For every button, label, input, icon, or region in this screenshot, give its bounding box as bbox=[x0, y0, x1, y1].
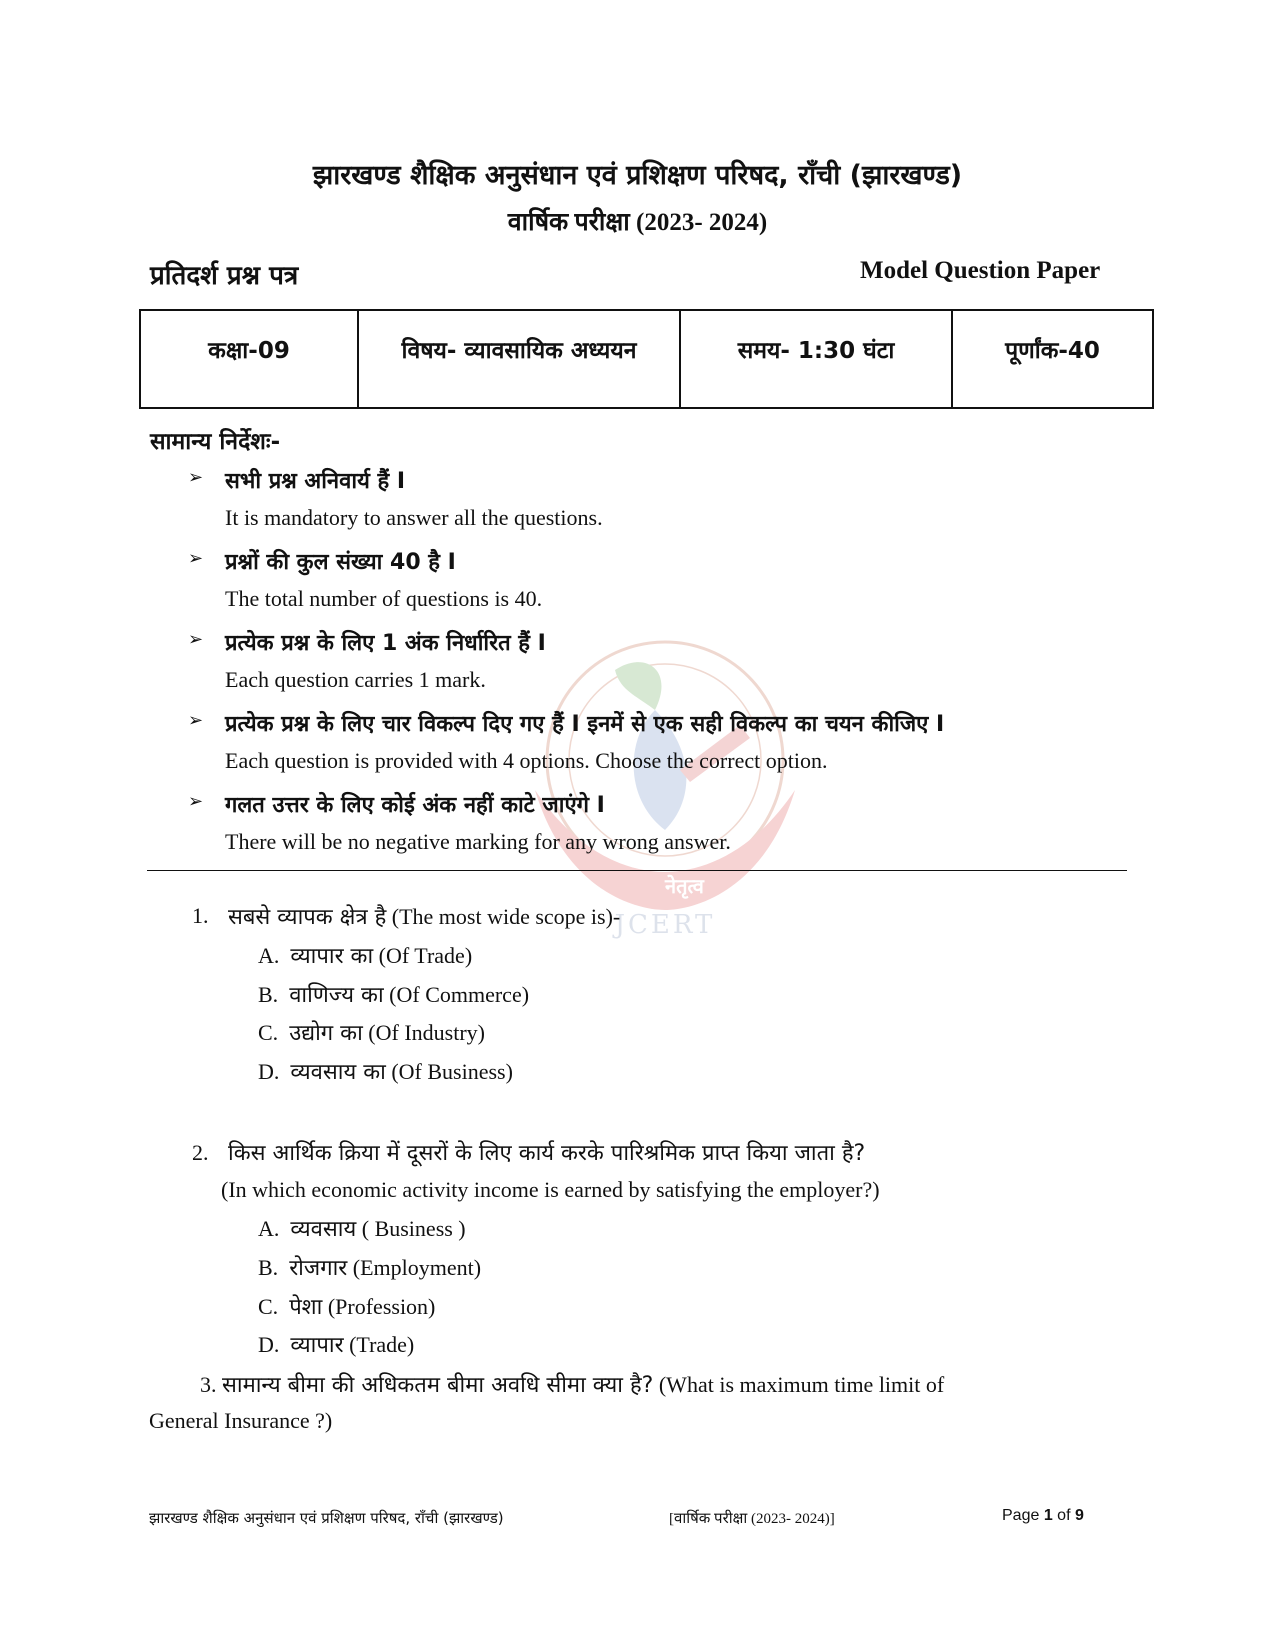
option-label: B. bbox=[258, 1255, 279, 1280]
class-cell: कक्षा-09 bbox=[140, 310, 358, 408]
question-english: (In which economic activity income is earned by satisfying the employer?) bbox=[221, 1177, 880, 1202]
bullet-arrow-icon: ➢ bbox=[188, 467, 204, 488]
instruction-english: It is mandatory to answer all the questions. bbox=[225, 505, 603, 530]
question-number: 1. bbox=[192, 903, 209, 928]
time-cell: समय- 1:30 घंटा bbox=[680, 310, 952, 408]
question-number: 3. bbox=[200, 1372, 217, 1397]
option-english: (Of Commerce) bbox=[383, 982, 530, 1007]
option-label: C. bbox=[258, 1020, 279, 1045]
bullet-arrow-icon: ➢ bbox=[188, 710, 204, 731]
option-english: (Of Industry) bbox=[362, 1020, 485, 1045]
question-english-continued: General Insurance ?) bbox=[149, 1408, 333, 1433]
page-total: 9 bbox=[1074, 1507, 1084, 1524]
question-hindi: सामान्य बीमा की अधिकतम बीमा अवधि सीमा क्या है? bbox=[222, 1373, 654, 1398]
instruction-hindi: गलत उत्तर के लिए कोई अंक नहीं काटे जाएंगे I bbox=[225, 793, 605, 818]
footer-exam: [वार्षिक परीक्षा (2023- 2024)] bbox=[669, 1511, 835, 1527]
question-text bbox=[228, 901, 620, 931]
board-title: झारखण्ड शैक्षिक अनुसंधान एवं प्रशिक्षण परिषद, राँची (झारखण्ड) bbox=[312, 160, 963, 191]
option-hindi: रोजगार bbox=[289, 1256, 348, 1281]
jcert-watermark bbox=[505, 610, 825, 940]
paper-label-english: Model Question Paper bbox=[860, 257, 1101, 284]
option-english: (Profession) bbox=[322, 1294, 436, 1319]
option-label: A. bbox=[258, 1216, 280, 1241]
option-row bbox=[258, 979, 529, 1009]
page-of: of bbox=[1052, 1507, 1075, 1524]
question-hindi: किस आर्थिक क्रिया में दूसरों के लिए कार्य करके पारिश्रमिक प्राप्त किया जाता है? bbox=[228, 1141, 866, 1166]
watermark-tag: नेतृत्व bbox=[665, 874, 704, 898]
option-row bbox=[258, 1252, 481, 1282]
instruction-hindi: सभी प्रश्न अनिवार्य हैं I bbox=[225, 469, 406, 494]
bullet-arrow-icon: ➢ bbox=[188, 548, 204, 569]
option-label: D. bbox=[258, 1059, 280, 1084]
option-hindi: वाणिज्य का bbox=[289, 983, 384, 1008]
option-hindi: व्यापार bbox=[290, 1333, 344, 1358]
footer-board-name: झारखण्ड शैक्षिक अनुसंधान एवं प्रशिक्षण परिषद, राँची (झारखण्ड) bbox=[149, 1509, 504, 1527]
instruction-hindi: प्रत्येक प्रश्न के लिए चार विकल्प दिए गए हैं I इनमें से एक सही विकल्प का चयन कीजिए I bbox=[225, 712, 945, 737]
option-english: ( Business ) bbox=[356, 1216, 466, 1241]
option-hindi: व्यवसाय bbox=[290, 1217, 357, 1242]
instruction-english: Each question carries 1 mark. bbox=[225, 667, 486, 692]
instructions-heading: सामान्य निर्देशः- bbox=[150, 429, 281, 455]
option-label: A. bbox=[258, 943, 280, 968]
option-hindi: व्यवसाय का bbox=[290, 1060, 386, 1085]
bullet-arrow-icon: ➢ bbox=[188, 629, 204, 650]
subject-cell: विषय- व्यावसायिक अध्ययन bbox=[358, 310, 680, 408]
instruction-english: The total number of questions is 40. bbox=[225, 586, 543, 611]
question-text bbox=[200, 1369, 944, 1399]
section-divider bbox=[147, 870, 1127, 871]
option-english: (Of Trade) bbox=[373, 943, 473, 968]
option-row bbox=[258, 1017, 485, 1047]
instruction-hindi: प्रत्येक प्रश्न के लिए 1 अंक निर्धारित हैं I bbox=[225, 631, 546, 656]
page-indicator bbox=[1002, 1507, 1084, 1525]
option-hindi: पेशा bbox=[289, 1295, 323, 1320]
option-english: (Of Business) bbox=[385, 1059, 513, 1084]
exam-info-table bbox=[139, 309, 1154, 409]
option-row bbox=[258, 1056, 513, 1086]
option-row bbox=[258, 1213, 466, 1243]
instruction-english: Each question is provided with 4 options. Choose the correct option. bbox=[225, 748, 828, 773]
option-label: B. bbox=[258, 982, 279, 1007]
page-current: 1 bbox=[1043, 1507, 1053, 1524]
question-english: (What is maximum time limit of bbox=[653, 1372, 945, 1397]
marks-cell: पूर्णांक-40 bbox=[952, 310, 1153, 408]
question-english: (The most wide scope is)- bbox=[386, 904, 621, 929]
bullet-arrow-icon: ➢ bbox=[188, 791, 204, 812]
option-row bbox=[258, 1291, 435, 1321]
option-row bbox=[258, 940, 472, 970]
watermark-text: JCERT bbox=[614, 910, 716, 940]
question-number: 2. bbox=[192, 1140, 209, 1165]
option-english: (Employment) bbox=[347, 1255, 482, 1280]
option-label: C. bbox=[258, 1294, 279, 1319]
option-label: D. bbox=[258, 1332, 280, 1357]
paper-label-hindi: प्रतिदर्श प्रश्न पत्र bbox=[150, 261, 299, 291]
option-hindi: व्यापार का bbox=[290, 944, 374, 969]
exam-title: वार्षिक परीक्षा (2023- 2024) bbox=[507, 209, 768, 236]
instruction-hindi: प्रश्नों की कुल संख्या 40 है I bbox=[225, 550, 456, 575]
page-word: Page bbox=[1002, 1507, 1044, 1524]
option-hindi: उद्योग का bbox=[289, 1021, 363, 1046]
question-hindi: सबसे व्यापक क्षेत्र है bbox=[228, 905, 387, 930]
instruction-english: There will be no negative marking for any wrong answer. bbox=[225, 829, 731, 854]
option-row bbox=[258, 1329, 414, 1359]
option-english: (Trade) bbox=[343, 1332, 415, 1357]
